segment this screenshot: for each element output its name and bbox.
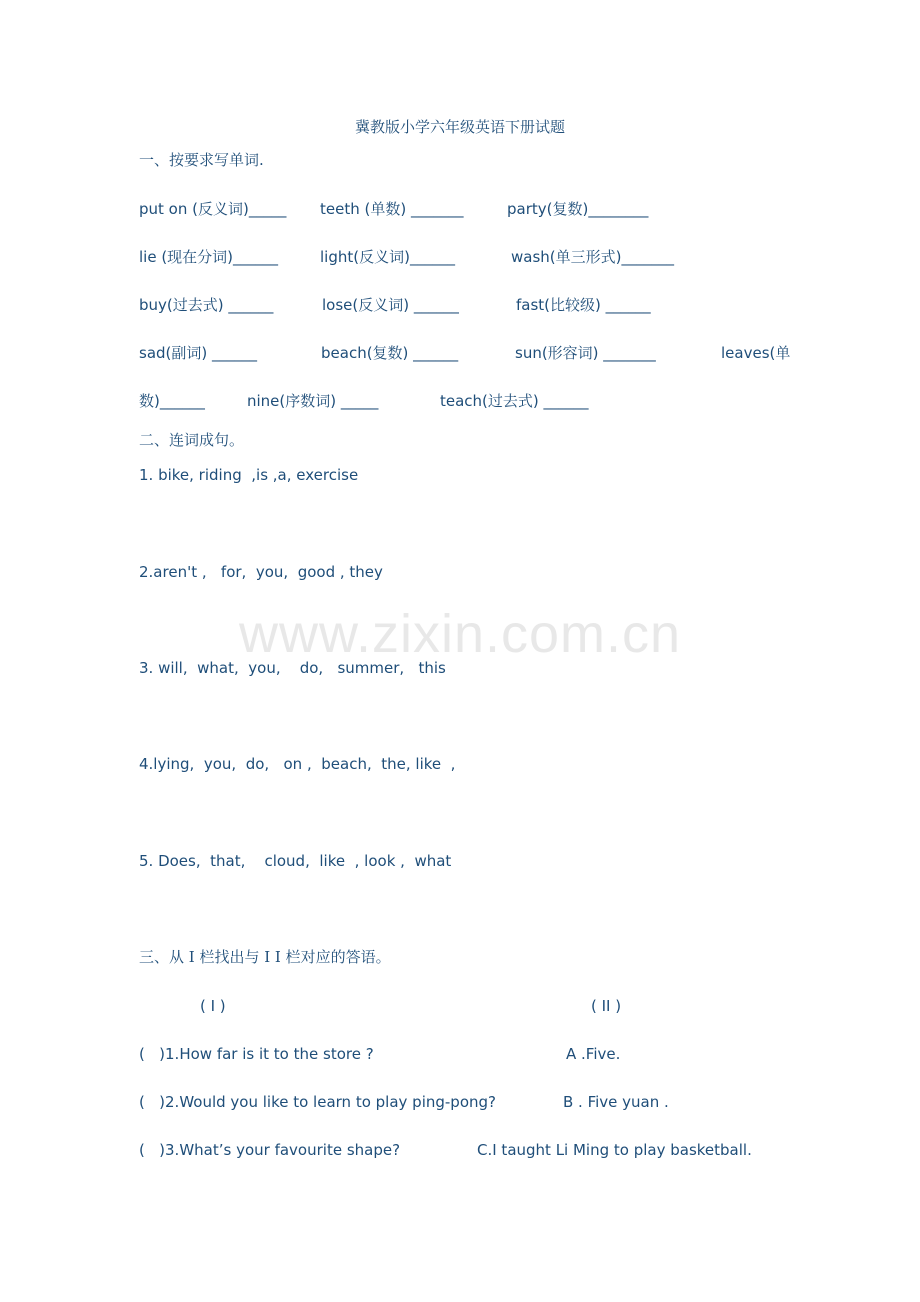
word-item: fast(比较级) ______ <box>516 296 651 314</box>
word-item: beach(复数) ______ <box>321 344 459 362</box>
watermark: www.zixin.com.cn <box>238 604 682 664</box>
word-row-1 <box>139 198 819 220</box>
section2-heading: 二、连词成句。 <box>139 431 245 449</box>
word-item: put on (反义词)_____ <box>139 200 287 218</box>
match-row-3 <box>139 1139 819 1161</box>
match-answer: B . Five yuan . <box>563 1093 669 1111</box>
word-item: teach(过去式) ______ <box>440 392 589 410</box>
sentence-item-2: 2.aren't , for, you, good , they <box>139 563 383 581</box>
word-item: buy(过去式) ______ <box>139 296 274 314</box>
word-item: lie (现在分词)______ <box>139 248 279 266</box>
word-item: sun(形容词) _______ <box>515 344 656 362</box>
match-question: ( )1.How far is it to the store ? <box>139 1045 374 1063</box>
word-row-2 <box>139 246 819 268</box>
section3-heading: 三、从 I 栏找出与 I I 栏对应的答语。 <box>139 948 391 966</box>
word-item: sad(副词) ______ <box>139 344 258 362</box>
section1-heading: 一、按要求写单词. <box>139 151 264 169</box>
word-item: party(复数)________ <box>507 200 649 218</box>
match-answer: C.I taught Li Ming to play basketball. <box>477 1141 752 1159</box>
word-row-5 <box>139 390 819 412</box>
match-row-2 <box>139 1091 819 1113</box>
sentence-item-3: 3. will, what, you, do, summer, this <box>139 659 446 677</box>
word-item: light(反义词)______ <box>320 248 455 266</box>
sentence-item-4: 4.lying, you, do, on , beach, the, like , <box>139 755 456 773</box>
word-row-3 <box>139 294 819 316</box>
column-ii-heading: ( II ) <box>591 997 622 1015</box>
word-item: 数)______ <box>139 392 205 410</box>
page-title: 冀教版小学六年级英语下册试题 <box>354 118 565 136</box>
match-answer: A .Five. <box>566 1045 621 1063</box>
word-row-4 <box>139 342 819 364</box>
word-item: wash(单三形式)_______ <box>511 248 674 266</box>
match-row-1 <box>139 1043 819 1065</box>
sentence-item-1: 1. bike, riding ,is ,a, exercise <box>139 466 359 484</box>
word-item: lose(反义词) ______ <box>322 296 459 314</box>
column-i-heading: ( I ) <box>200 997 226 1015</box>
word-item: nine(序数词) _____ <box>247 392 379 410</box>
sentence-item-5: 5. Does, that, cloud, like , look , what <box>139 852 452 870</box>
word-item: leaves(单 <box>721 344 791 362</box>
word-item: teeth (单数) _______ <box>320 200 464 218</box>
match-question: ( )3.What’s your favourite shape? <box>139 1141 401 1159</box>
match-question: ( )2.Would you like to learn to play ping-pong? <box>139 1093 496 1111</box>
